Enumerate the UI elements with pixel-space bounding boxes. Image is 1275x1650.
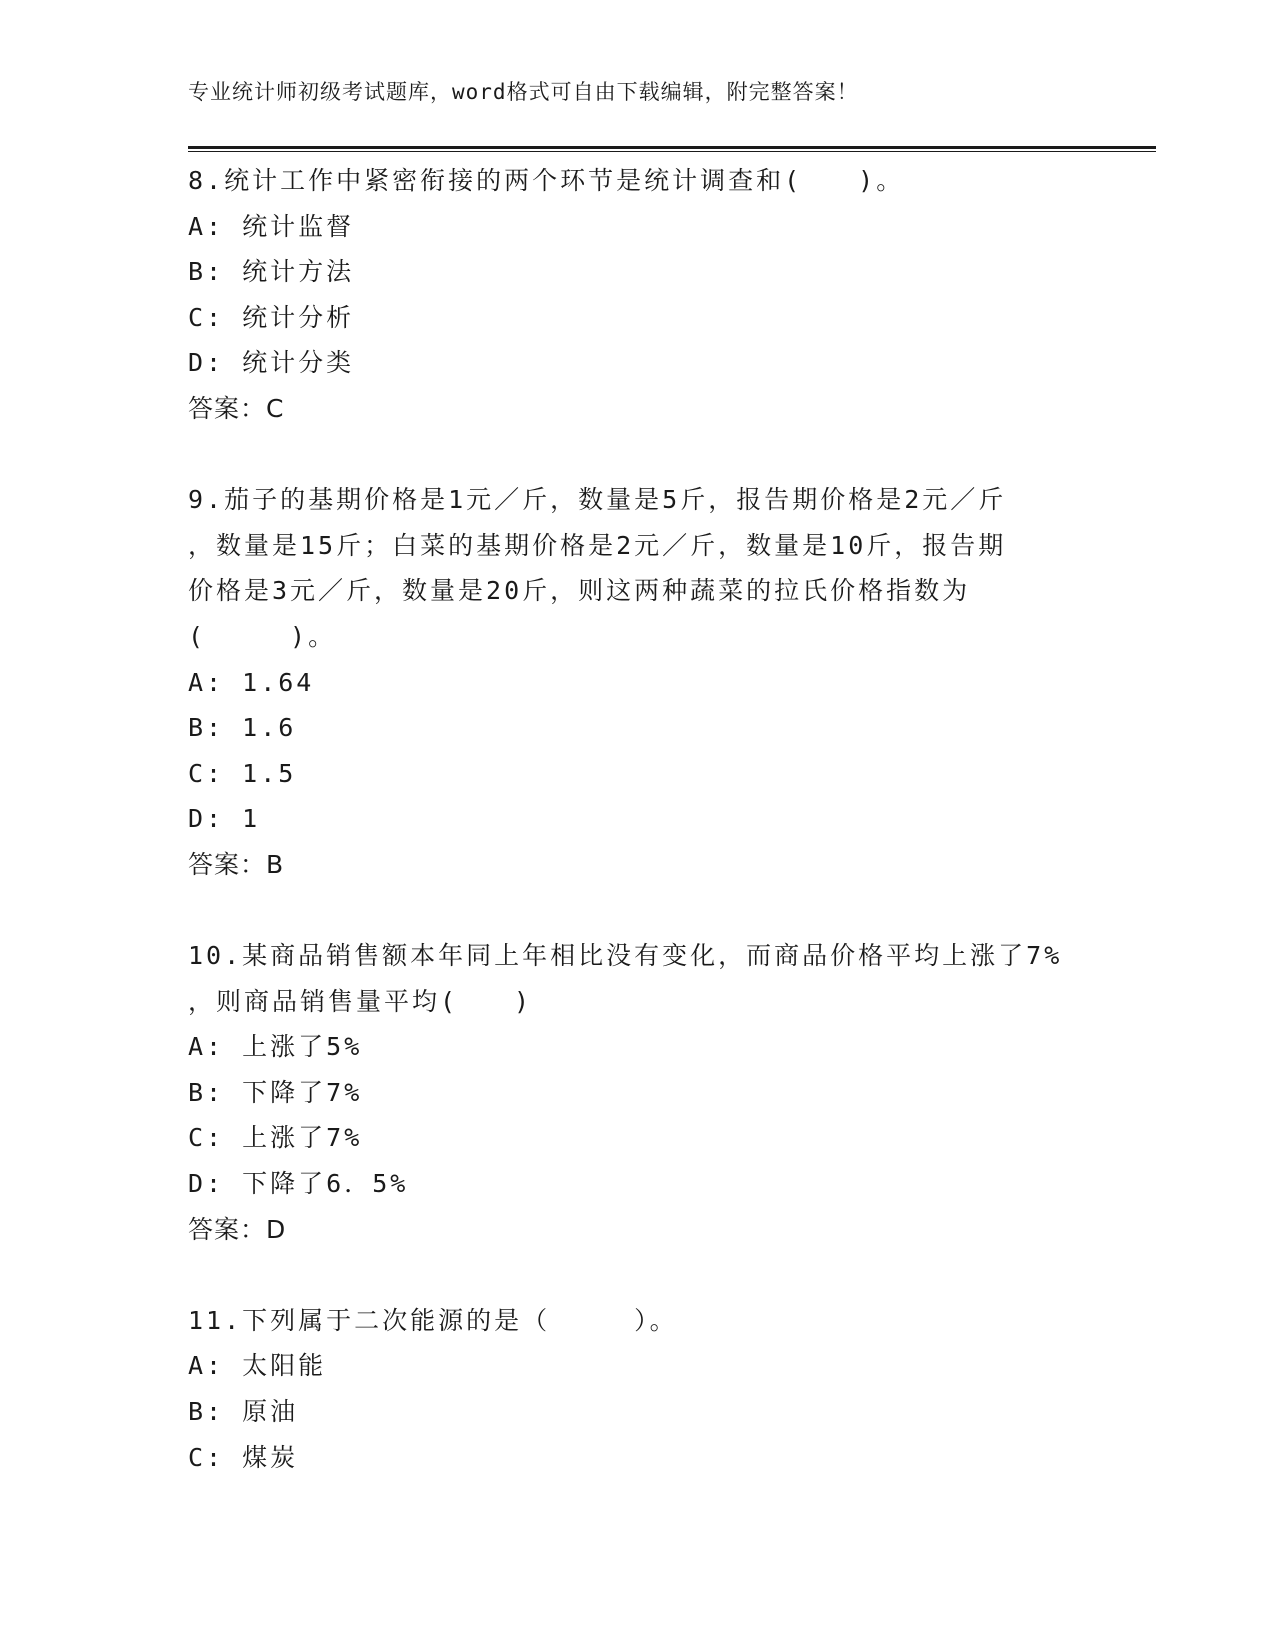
question-spacer xyxy=(188,888,1088,934)
question-list xyxy=(188,158,1088,1480)
answer-line: 答案：D xyxy=(188,1214,287,1244)
question-stem: 8.统计工作中紧密衔接的两个环节是统计调查和( )。 xyxy=(188,166,905,195)
question-9 xyxy=(188,477,1088,887)
option-c: C: 1.5 xyxy=(188,758,297,788)
question-8 xyxy=(188,158,1088,432)
option-a: A: 上涨了5% xyxy=(188,1032,363,1062)
option-b: B: 下降了7% xyxy=(188,1077,363,1107)
question-spacer xyxy=(188,432,1088,478)
question-stem: 价格是3元／斤，数量是20斤，则这两种蔬菜的拉氏价格指数为 xyxy=(188,576,971,606)
question-11 xyxy=(188,1298,1088,1480)
option-d: D: 统计分类 xyxy=(188,348,355,378)
option-c: C: 煤炭 xyxy=(188,1442,299,1472)
question-stem: ( )。 xyxy=(188,621,337,651)
option-d: D: 下降了6．5% xyxy=(188,1169,409,1199)
option-b: B: 原油 xyxy=(188,1397,299,1427)
option-a: A: 1.64 xyxy=(188,667,315,697)
option-a: A: 太阳能 xyxy=(188,1351,327,1381)
question-stem: 11.下列属于二次能源的是（ ）。 xyxy=(188,1305,678,1335)
option-b: B: 1.6 xyxy=(188,713,297,743)
question-stem: ，则商品销售量平均( ) xyxy=(188,986,533,1016)
answer-line: 答案：C xyxy=(188,393,285,423)
option-d: D: 1 xyxy=(188,804,261,834)
question-stem: ，数量是15斤；白菜的基期价格是2元／斤，数量是10斤，报告期 xyxy=(188,530,1007,560)
answer-line: 答案：B xyxy=(188,849,285,879)
question-stem: 10.某商品销售额本年同上年相比没有变化，而商品价格平均上涨了7% xyxy=(188,941,1063,971)
option-b: B: 统计方法 xyxy=(188,257,355,287)
header-divider-thick xyxy=(188,146,1156,149)
page-header: 专业统计师初级考试题库，word格式可自由下载编辑，附完整答案！ xyxy=(188,80,859,104)
header-divider-thin xyxy=(188,151,1156,152)
question-stem: 9.茄子的基期价格是1元／斤，数量是5斤，报告期价格是2元／斤 xyxy=(188,485,1007,515)
question-spacer xyxy=(188,1252,1088,1298)
question-10 xyxy=(188,933,1088,1252)
option-c: C: 统计分析 xyxy=(188,302,355,332)
option-c: C: 上涨了7% xyxy=(188,1123,363,1153)
option-a: A: 统计监督 xyxy=(188,211,355,241)
